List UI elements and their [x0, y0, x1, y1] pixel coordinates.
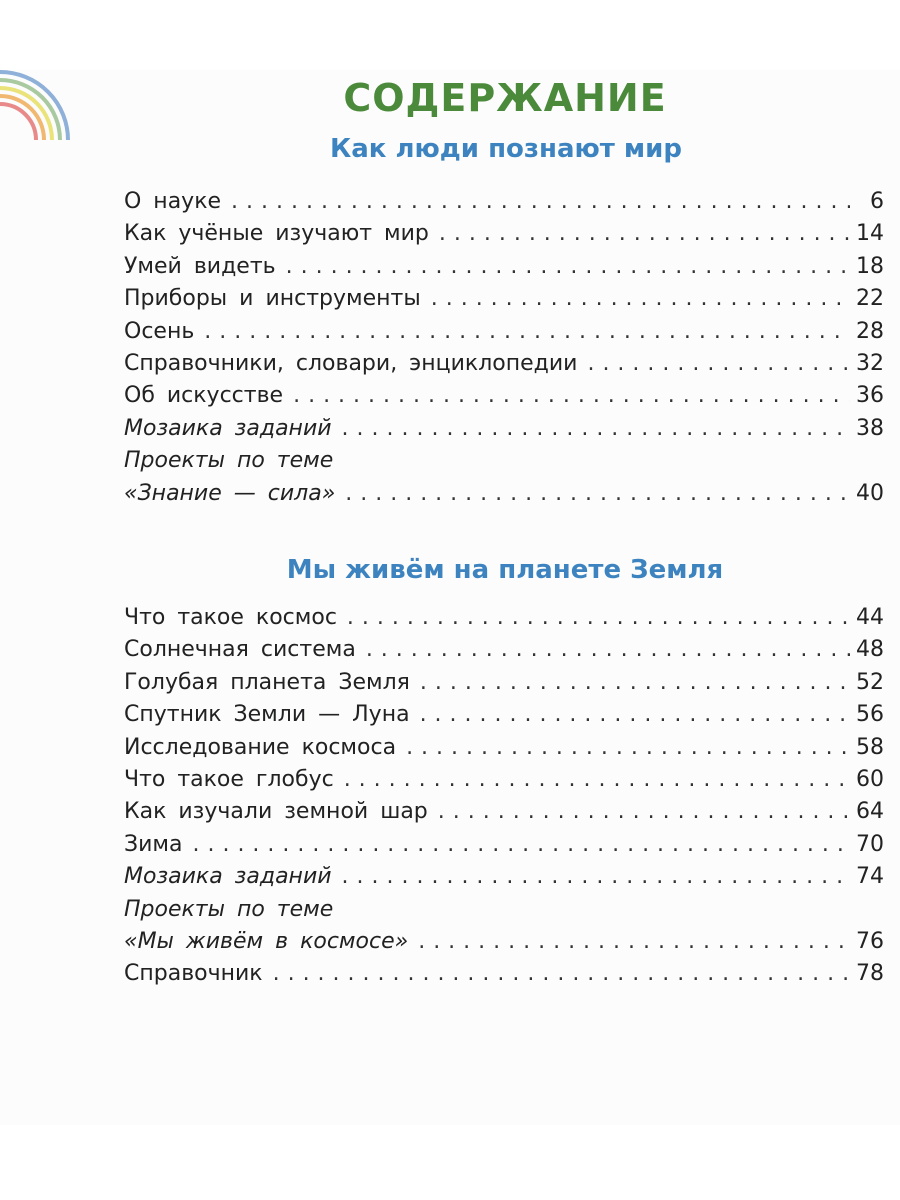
- toc-entry: [124, 445, 884, 477]
- toc-page-number: 56: [856, 702, 884, 728]
- toc-dot-leader: [192, 829, 850, 861]
- toc-entry-label: Мозаика заданий: [124, 415, 332, 441]
- toc-entry-label: Проекты по теме: [124, 448, 334, 474]
- toc-page-number: 78: [856, 961, 884, 987]
- toc-entry-label: Солнечная система: [124, 637, 356, 663]
- toc-page-number: 58: [856, 734, 884, 760]
- section-heading-2: Мы живём на планете Земля: [286, 555, 724, 585]
- toc-entry: [124, 958, 884, 990]
- toc-dot-leader: [418, 926, 850, 958]
- toc-entry: [124, 348, 884, 380]
- toc-page-number: 48: [856, 637, 884, 663]
- toc-page-number: 22: [856, 286, 884, 312]
- toc-entry-label: Справочники, словари, энциклопедии: [124, 350, 578, 376]
- toc-entry: [124, 186, 884, 218]
- section-heading-1: Как люди познают мир: [329, 134, 682, 164]
- toc-dot-leader: [286, 251, 850, 283]
- toc-entry-label: Что такое космос: [124, 605, 337, 630]
- toc-dot-leader: [366, 634, 850, 666]
- toc-entry: [124, 316, 884, 348]
- toc-entry: [124, 218, 884, 250]
- toc-dot-leader: [231, 186, 850, 218]
- toc-dot-leader: [347, 602, 850, 634]
- toc-page-number: 60: [856, 766, 884, 792]
- toc-page-number: 52: [856, 669, 884, 695]
- toc-page-number: 32: [856, 350, 884, 376]
- toc-list-1: [124, 186, 884, 510]
- toc-entry: [124, 732, 884, 764]
- toc-entry: [124, 764, 884, 796]
- toc-page-number: 74: [856, 864, 884, 890]
- toc-entry-label: Осень: [124, 318, 195, 344]
- toc-entry-label: О науке: [124, 189, 222, 214]
- toc-page-number: 38: [856, 415, 884, 441]
- page-title: СОДЕРЖАНИЕ: [343, 76, 667, 120]
- toc-list-2: [124, 602, 884, 991]
- toc-page-number: 28: [856, 318, 884, 344]
- toc-entry-label: Зима: [124, 831, 183, 857]
- toc-entry: [124, 829, 884, 861]
- toc-page-number: 40: [856, 480, 884, 506]
- toc-entry-label: «Знание — сила»: [124, 480, 336, 506]
- toc-dot-leader: [293, 380, 850, 412]
- toc-dot-leader: [204, 316, 850, 348]
- toc-dot-leader: [438, 796, 850, 828]
- toc-entry-label: Голубая планета Земля: [124, 669, 410, 695]
- toc-dot-leader: [406, 732, 850, 764]
- toc-entry: [124, 380, 884, 412]
- toc-dot-leader: [273, 958, 850, 990]
- toc-entry-label: Спутник Земли — Луна: [124, 702, 410, 728]
- toc-page-number: 14: [856, 221, 884, 247]
- toc-dot-leader: [342, 413, 850, 445]
- toc-entry: [124, 283, 884, 315]
- toc-entry-label: «Мы живём в космосе»: [124, 928, 409, 954]
- toc-dot-leader: [342, 861, 850, 893]
- toc-entry-label: Умей видеть: [124, 253, 276, 279]
- toc-page-number: 44: [856, 605, 884, 630]
- toc-dot-leader: [431, 283, 850, 315]
- toc-entry-label: Как учёные изучают мир: [124, 221, 429, 247]
- toc-page-number: 18: [856, 253, 884, 279]
- toc-entry-label: Об искусстве: [124, 383, 284, 409]
- toc-entry: [124, 413, 884, 445]
- toc-dot-leader: [439, 218, 850, 250]
- toc-page-number: 70: [856, 831, 884, 857]
- toc-page-number: 6: [870, 189, 884, 214]
- toc-dot-leader: [587, 348, 850, 380]
- toc-entry-label: Исследование космоса: [124, 734, 397, 760]
- toc-dot-leader: [420, 699, 850, 731]
- toc-entry: [124, 796, 884, 828]
- toc-entry: [124, 634, 884, 666]
- toc-entry-label: Приборы и инструменты: [124, 286, 421, 312]
- toc-dot-leader: [420, 667, 850, 699]
- toc-page-number: 36: [856, 383, 884, 409]
- toc-entry: [124, 251, 884, 283]
- toc-entry: [124, 926, 884, 958]
- toc-dot-leader: [345, 478, 850, 510]
- toc-entry: [124, 478, 884, 510]
- toc-entry: [124, 602, 884, 634]
- toc-entry-label: Как изучали земной шар: [124, 799, 428, 825]
- toc-entry-label: Мозаика заданий: [124, 864, 332, 890]
- toc-entry: [124, 667, 884, 699]
- toc-dot-leader: [344, 764, 850, 796]
- toc-entry-label: Справочник: [124, 961, 263, 987]
- toc-entry: [124, 861, 884, 893]
- toc-page-number: 76: [856, 928, 884, 954]
- toc-page-number: 64: [856, 799, 884, 825]
- toc-entry-label: Проекты по теме: [124, 896, 334, 922]
- toc-entry: [124, 699, 884, 731]
- toc-entry-label: Что такое глобус: [124, 766, 334, 792]
- toc-entry: [124, 894, 884, 926]
